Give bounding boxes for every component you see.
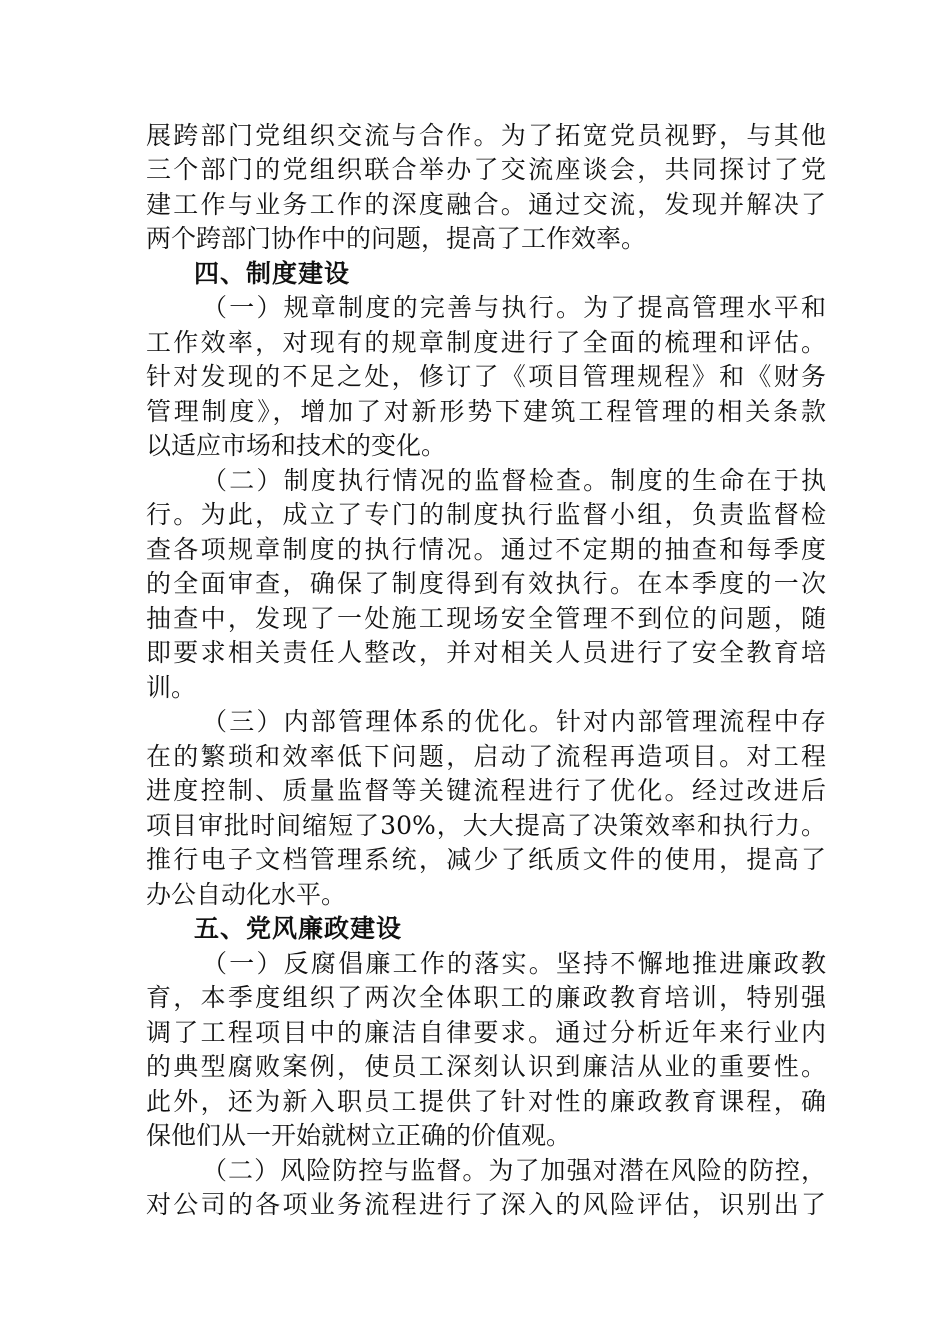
text-line: 项目审批时间缩短了30%，大大提高了决策效率和执行力。 (146, 811, 826, 840)
text-line: 推行电子文档管理系统，减少了纸质文件的使用，提高了 (146, 845, 826, 874)
paragraph-first-line: （一）规章制度的完善与执行。为了提高管理水平和 (202, 293, 826, 322)
section-heading: 五、党风廉政建设 (194, 914, 403, 943)
text-line: 两个跨部门协作中的问题，提高了工作效率。 (146, 224, 647, 253)
text-line: 办公自动化水平。 (146, 880, 347, 909)
paragraph-first-line: （二）制度执行情况的监督检查。制度的生命在于执 (202, 466, 826, 495)
text-line: 调了工程项目中的廉洁自律要求。通过分析近年来行业内 (146, 1018, 826, 1047)
paragraph-first-line: （一）反腐倡廉工作的落实。坚持不懈地推进廉政教 (202, 949, 826, 978)
text-line: 行。为此，成立了专门的制度执行监督小组，负责监督检 (146, 500, 826, 529)
text-line: 三个部门的党组织联合举办了交流座谈会，共同探讨了党 (146, 155, 826, 184)
section-heading: 四、制度建设 (194, 259, 351, 288)
text-line: 进度控制、质量监督等关键流程进行了优化。经过改进后 (146, 776, 826, 805)
text-line: 的典型腐败案例，使员工深刻认识到廉洁从业的重要性。 (146, 1052, 826, 1081)
text-line: 即要求相关责任人整改，并对相关人员进行了安全教育培 (146, 638, 826, 667)
text-line: 工作效率，对现有的规章制度进行了全面的梳理和评估。 (146, 328, 826, 357)
text-line: 建工作与业务工作的深度融合。通过交流，发现并解决了 (146, 190, 826, 219)
text-line: 此外，还为新入职员工提供了针对性的廉政教育课程，确 (146, 1087, 826, 1116)
text-line: 管理制度》，增加了对新形势下建筑工程管理的相关条款 (146, 397, 826, 426)
paragraph-first-line: （三）内部管理体系的优化。针对内部管理流程中存 (202, 707, 826, 736)
text-line: 保他们从一开始就树立正确的价值观。 (146, 1121, 572, 1150)
text-line: 对公司的各项业务流程进行了深入的风险评估，识别出了 (146, 1190, 826, 1219)
text-line: 针对发现的不足之处，修订了《项目管理规程》和《财务 (146, 362, 826, 391)
text-line: 的全面审查，确保了制度得到有效执行。在本季度的一次 (146, 569, 826, 598)
text-line: 在的繁琐和效率低下问题，启动了流程再造项目。对工程 (146, 742, 826, 771)
text-line: 以适应市场和技术的变化。 (146, 431, 447, 460)
text-line: 训。 (146, 673, 197, 702)
text-line: 抽查中，发现了一处施工现场安全管理不到位的问题，随 (146, 604, 826, 633)
text-line: 育，本季度组织了两次全体职工的廉政教育培训，特别强 (146, 983, 826, 1012)
paragraph-first-line: （二）风险防控与监督。为了加强对潜在风险的防控， (202, 1156, 826, 1185)
text-line: 查各项规章制度的执行情况。通过不定期的抽查和每季度 (146, 535, 826, 564)
text-line: 展跨部门党组织交流与合作。为了拓宽党员视野，与其他 (146, 121, 826, 150)
